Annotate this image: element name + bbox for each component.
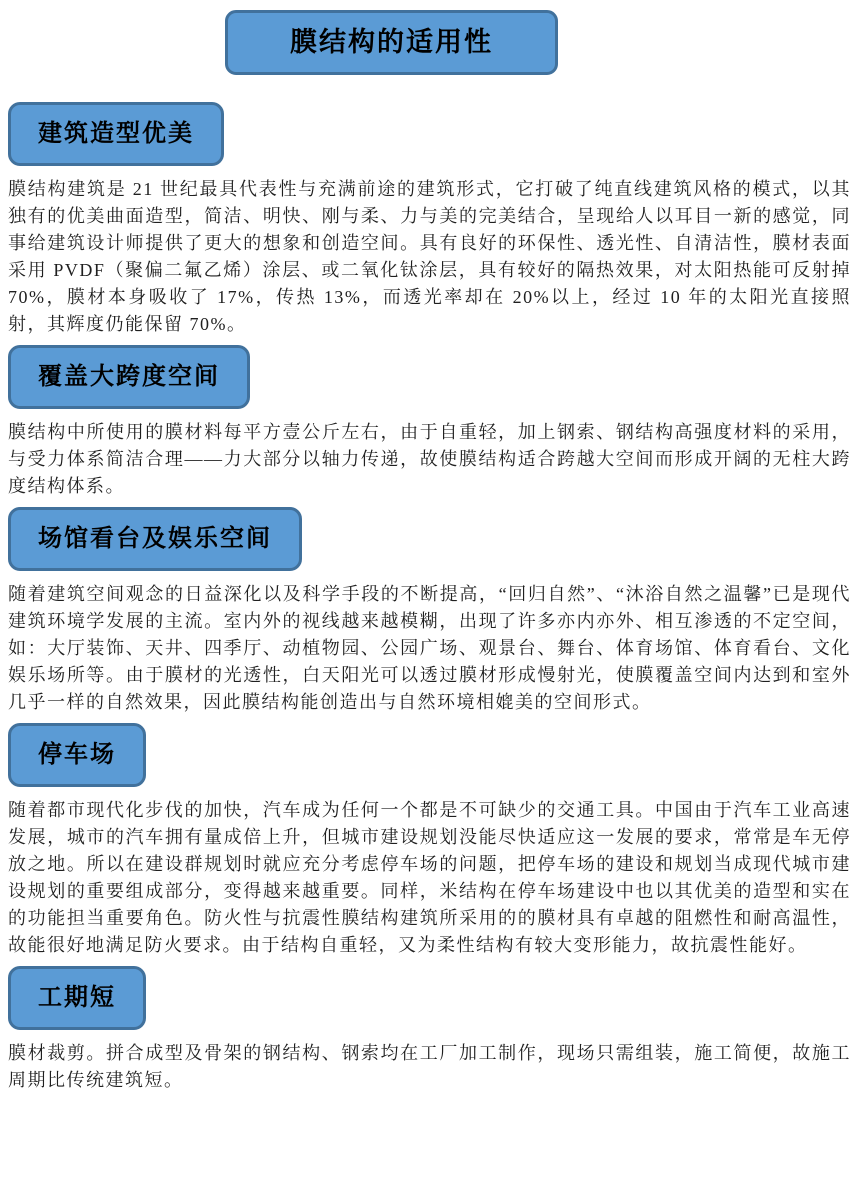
section-heading: 覆盖大跨度空间 bbox=[38, 364, 220, 390]
section-heading: 建筑造型优美 bbox=[38, 121, 194, 147]
heading-row bbox=[8, 345, 851, 409]
heading-row bbox=[8, 723, 851, 787]
title-row bbox=[225, 10, 851, 75]
section-body: 膜结构建筑是 21 世纪最具代表性与充满前途的建筑形式，它打破了纯直线建筑风格的模式，以其独有的优美曲面造型，简洁、明快、刚与柔、力与美的完美结合，呈现给人以耳目一新的感觉，同事给建筑设计师提供了更大的想象和创造空间。具有良好的环保性、透光性、自清洁性，膜材表面采用 PVDF（聚偏二氟乙烯）涂层、或二氧化钛涂层，具有较好的隔热效果，对太阳热能可反射掉 70%，膜材本身吸收了 17%，传热 13%，而透光率却在 20%以上，经过 10 年的太阳光直接照射，其辉度仍能保留 70%。 bbox=[8, 179, 851, 334]
section-heading-box bbox=[8, 102, 224, 166]
section-body: 膜结构中所使用的膜材料每平方壹公斤左右，由于自重轻，加上钢索、钢结构高强度材料的采用，与受力体系简洁合理——力大部分以轴力传递，故使膜结构适合跨越大空间而形成开阔的无柱大跨度结构体系。 bbox=[8, 422, 851, 496]
section-heading: 停车场 bbox=[38, 742, 116, 768]
section bbox=[8, 102, 851, 338]
section bbox=[8, 507, 851, 716]
heading-row bbox=[8, 102, 851, 166]
section-body: 膜材裁剪。拼合成型及骨架的钢结构、钢索均在工厂加工制作，现场只需组装，施工简便，故施工周期比传统建筑短。 bbox=[8, 1043, 851, 1090]
section-body: 随着都市现代化步伐的加快，汽车成为任何一个都是不可缺少的交通工具。中国由于汽车工业高速发展，城市的汽车拥有量成倍上升，但城市建设规划没能尽快适应这一发展的要求，常常是车无停放之地。所以在建设群规划时就应充分考虑停车场的问题，把停车场的建设和规划当成现代城市建设规划的重要组成部分，变得越来越重要。同样，米结构在停车场建设中也以其优美的造型和实在的功能担当重要角色。防火性与抗震性膜结构建筑所采用的的膜材具有卓越的阻燃性和耐高温性，故能很好地满足防火要求。由于结构自重轻，又为柔性结构有较大变形能力，故抗震性能好。 bbox=[8, 800, 851, 955]
page-title: 膜结构的适用性 bbox=[290, 27, 493, 57]
section bbox=[8, 966, 851, 1094]
section-body: 随着建筑空间观念的日益深化以及科学手段的不断提高，“回归自然”、“沐浴自然之温馨”已是现代建筑环境学发展的主流。室内外的视线越来越模糊，出现了许多亦内亦外、相互渗透的不定空间，如：大厅装饰、天井、四季厅、动植物园、公园广场、观景台、舞台、体育场馆、体育看台、文化娱乐场所等。由于膜材的光透性，白天阳光可以透过膜材形成慢射光，使膜覆盖空间内达到和室外几乎一样的自然效果，因此膜结构能创造出与自然环境相媲美的空间形式。 bbox=[8, 584, 851, 712]
section-heading-box bbox=[8, 723, 146, 787]
section bbox=[8, 345, 851, 500]
section-heading: 场馆看台及娱乐空间 bbox=[38, 526, 272, 552]
section bbox=[8, 723, 851, 959]
section-heading-box bbox=[8, 507, 302, 571]
section-heading: 工期短 bbox=[38, 985, 116, 1011]
section-heading-box bbox=[8, 966, 146, 1030]
section-heading-box bbox=[8, 345, 250, 409]
title-box bbox=[225, 10, 558, 75]
heading-row bbox=[8, 507, 851, 571]
heading-row bbox=[8, 966, 851, 1030]
